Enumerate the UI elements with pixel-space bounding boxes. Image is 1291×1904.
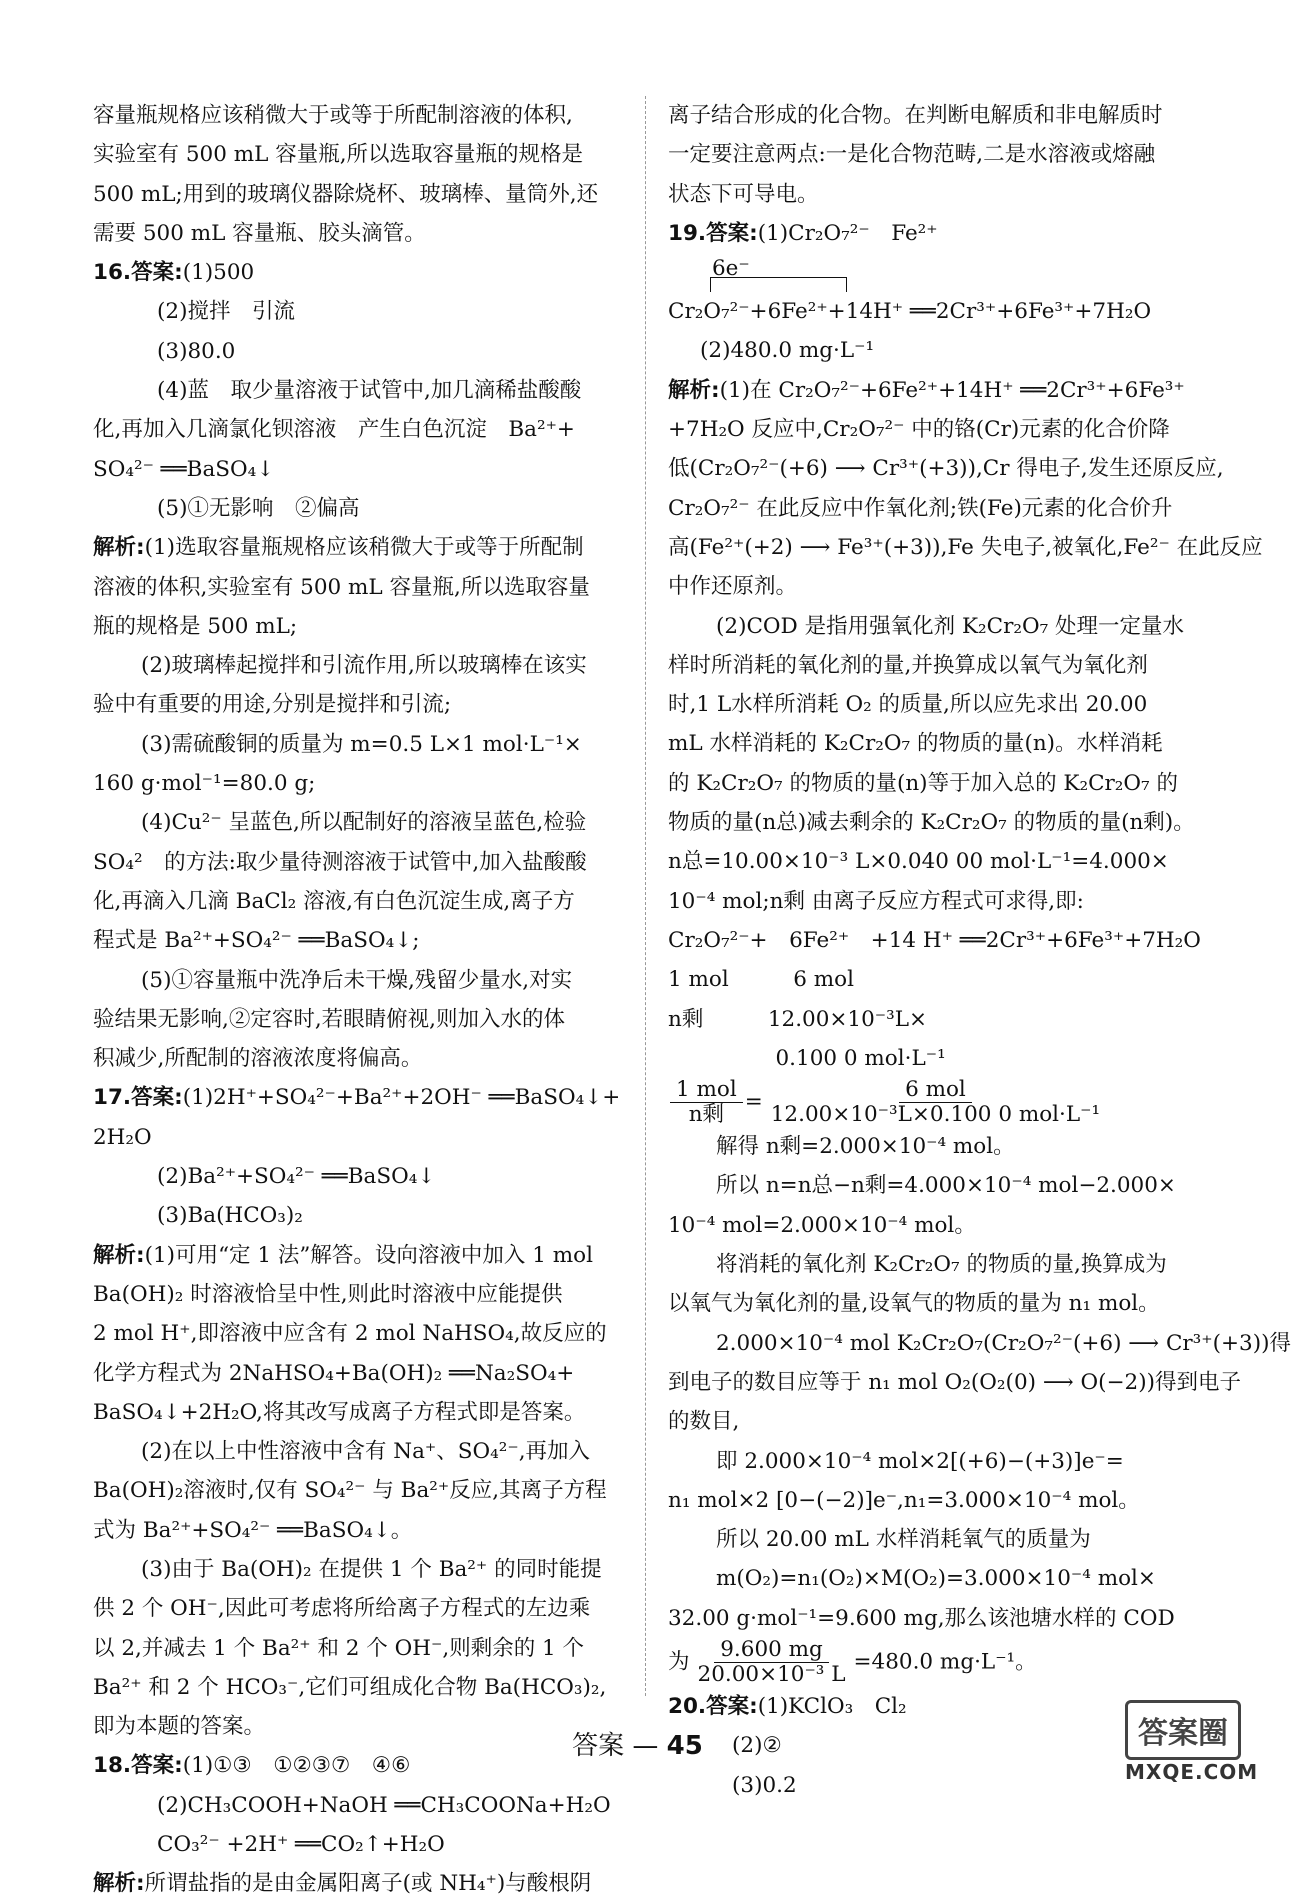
- line-text: (2)480.0 mg·L⁻¹: [700, 338, 875, 364]
- text-line: [668, 214, 1191, 253]
- text-line: [668, 960, 1191, 999]
- fraction-denominator: 12.00×10⁻³L×0.100 0 mol·L⁻¹: [770, 1102, 1101, 1128]
- fraction-denominator: 20.00×10⁻³ L: [697, 1661, 846, 1687]
- line-text: 2H₂O: [93, 1124, 152, 1150]
- text-line: [668, 842, 1191, 881]
- text-line: [668, 882, 1191, 921]
- line-text: (4)蓝 取少量溶液于试管中,加几滴稀盐酸酸: [157, 378, 582, 404]
- text-line: [668, 1324, 1291, 1363]
- line-text: 瓶的规格是 500 mL;: [93, 613, 298, 639]
- line-text: 到电子的数目应等于 n₁ mol O₂(O₂(0) ⟶ O(−2))得到电子: [668, 1369, 1241, 1395]
- text-line: [668, 1559, 1191, 1598]
- text-line: [93, 371, 625, 410]
- text-line: [93, 1864, 625, 1903]
- text-line: [93, 135, 625, 174]
- line-text: 化,再滴入几滴 BaCl₂ 溶液,有白色沉淀生成,离子方: [93, 888, 575, 914]
- line-text: (1)KClO₃ Cl₂: [757, 1693, 907, 1719]
- line-text: (3)由于 Ba(OH)₂ 在提供 1 个 Ba²⁺ 的同时能提: [141, 1556, 602, 1582]
- text-line: [668, 803, 1195, 842]
- text-line: [668, 1245, 1191, 1284]
- line-text: (3)Ba(HCO₃)₂: [157, 1203, 303, 1229]
- text-line: [668, 607, 1191, 646]
- line-text: (3)需硫酸铜的质量为 m=0.5 L×1 mol·L⁻¹×: [141, 731, 582, 757]
- text-line: [668, 175, 1191, 214]
- line-text: 中作还原剂。: [668, 574, 798, 600]
- line-text: BaSO₄↓+2H₂O,将其改写成离子方程式即是答案。: [93, 1399, 586, 1425]
- text-line: [93, 1236, 625, 1275]
- line-text: Ba²⁺ 和 2 个 HCO₃⁻,它们可组成化合物 Ba(HCO₃)₂,: [93, 1674, 607, 1700]
- line-text: 化,再加入几滴氯化钡溶液 产生白色沉淀 Ba²⁺+: [93, 417, 575, 443]
- text-line: [93, 685, 625, 724]
- text-line: [93, 1550, 625, 1589]
- text-line: [93, 803, 625, 842]
- question-label: 解析:: [668, 377, 720, 403]
- text-line: [668, 685, 1191, 724]
- text-line: [668, 1039, 1191, 1078]
- text-line: [93, 1786, 625, 1825]
- line-text: SO₄²⁻ ══BaSO₄↓: [93, 456, 275, 482]
- line-text: 实验室有 500 mL 容量瓶,所以选取容量瓶的规格是: [93, 142, 584, 168]
- text-line: [93, 489, 625, 528]
- line-text: (5)①无影响 ②偏高: [157, 495, 360, 521]
- text-line: [93, 568, 625, 607]
- line-text: 积减少,所配制的溶液浓度将偏高。: [93, 1046, 423, 1072]
- question-label: 17.答案:: [93, 1085, 183, 1111]
- question-label: 解析:: [93, 535, 145, 561]
- text-line: [93, 1471, 625, 1510]
- line-text: 32.00 g·mol⁻¹=9.600 mg,那么该池塘水样的 COD: [668, 1605, 1175, 1631]
- line-text: 10⁻⁴ mol;n剩 由离子反应方程式可求得,即:: [668, 888, 1084, 914]
- line-text: (4)Cu²⁻ 呈蓝色,所以配制好的溶液呈蓝色,检验: [141, 810, 587, 836]
- text-line: [668, 449, 1224, 488]
- line-text: m(O₂)=n₁(O₂)×M(O₂)=3.000×10⁻⁴ mol×: [716, 1566, 1156, 1592]
- line-text: SO₄² 的方法:取少量待测溶液于试管中,加入盐酸酸: [93, 849, 587, 875]
- line-text: (2)搅拌 引流: [157, 299, 295, 325]
- line-text: (1)Cr₂O₇²⁻ Fe²⁺: [757, 220, 938, 246]
- line-text: 所以 20.00 mL 水样消耗氧气的质量为: [716, 1527, 1091, 1553]
- line-text: 高(Fe²⁺(+2) ⟶ Fe³⁺(+3)),Fe 失电子,被氧化,Fe²⁻ 在此反应: [668, 534, 1263, 560]
- line-text: 解得 n剩=2.000×10⁻⁴ mol。: [716, 1134, 1015, 1160]
- line-text: 2 mol H⁺,即溶液中应含有 2 mol NaHSO₄,故反应的: [93, 1321, 607, 1347]
- line-text: (1)2H⁺+SO₄²⁻+Ba²⁺+2OH⁻ ══BaSO₄↓+: [182, 1085, 621, 1111]
- line-text: 式为 Ba²⁺+SO₄²⁻ ══BaSO₄↓。: [93, 1517, 413, 1543]
- line-text: (1)可用“定 1 法”解答。设向溶液中加入 1 mol: [144, 1242, 593, 1268]
- line-text: 所以 n=n总−n剩=4.000×10⁻⁴ mol−2.000×: [716, 1173, 1176, 1199]
- question-label: 19.答案:: [668, 220, 758, 246]
- text-line: [93, 214, 625, 253]
- line-text: (3)0.2: [732, 1772, 797, 1798]
- text-line: [93, 450, 625, 489]
- line-text: (2)在以上中性溶液中含有 Na⁺、SO₄²⁻,再加入: [141, 1439, 591, 1465]
- line-text: 验结果无影响,②定容时,若眼睛俯视,则加入水的体: [93, 1006, 566, 1032]
- text-line: [93, 1668, 625, 1707]
- cod-fraction: [692, 1638, 852, 1687]
- text-line: [668, 331, 1191, 370]
- line-text: 一定要注意两点:一是化合物范畴,二是水溶液或熔融: [668, 142, 1156, 168]
- line-text: Cr₂O₇²⁻+ 6Fe²⁺ +14 H⁺ ══2Cr³⁺+6Fe³⁺+7H₂O: [668, 927, 1201, 953]
- text-line: [93, 607, 625, 646]
- line-text: 500 mL;用到的玻璃仪器除烧杯、玻璃棒、量筒外,还: [93, 181, 599, 207]
- question-label: 解析:: [93, 1242, 145, 1268]
- text-line: [668, 724, 1191, 763]
- line-text: 供 2 个 OH⁻,因此可考虑将所给离子方程式的左边乘: [93, 1596, 591, 1622]
- text-line: [668, 1166, 1191, 1205]
- proportion-equation: $\frac{\text{1 mol}}{\text{n剩}}$ = $\frac{\text{6 mol}}{\text{12.00×10⁻³L×0.100 0 mol·L⁻¹}}$: [668, 1078, 1191, 1127]
- line-text: mL 水样消耗的 K₂Cr₂O₇ 的物质的量(n)。水样消耗: [668, 731, 1163, 757]
- line-text: 以 2,并减去 1 个 Ba²⁺ 和 2 个 OH⁻,则剩余的 1 个: [93, 1635, 585, 1661]
- text-line: [93, 1078, 625, 1117]
- line-text: 所谓盐指的是由金属阳离子(或 NH₄⁺)与酸根阴: [144, 1871, 592, 1897]
- electron-transfer-diagram: [668, 253, 1191, 292]
- question-label: 18.答案:: [93, 1753, 183, 1779]
- line-text: 即为本题的答案。: [93, 1714, 266, 1740]
- right-block-c: [668, 1127, 1291, 1638]
- right-block-a: [668, 96, 1191, 253]
- text-line: [668, 410, 1191, 449]
- line-text: 1 mol 6 mol: [668, 967, 854, 993]
- line-text: 2.000×10⁻⁴ mol K₂Cr₂O₇(Cr₂O₇²⁻(+6) ⟶ Cr³⁺(+3))得: [716, 1330, 1291, 1356]
- text-line: [93, 175, 625, 214]
- text-line: [93, 1000, 625, 1039]
- cod-result: [668, 1638, 1191, 1687]
- text-line: [93, 725, 625, 764]
- line-text: 化学方程式为 2NaHSO₄+Ba(OH)₂ ══Na₂SO₄+: [93, 1360, 575, 1386]
- text-line: [93, 1511, 625, 1550]
- text-line: [668, 1599, 1191, 1638]
- text-line: [93, 332, 625, 371]
- text-line: [93, 882, 625, 921]
- left-column: [93, 96, 625, 1904]
- watermark-url: MXQE.COM: [1125, 1760, 1259, 1784]
- text-line: [668, 371, 1191, 410]
- question-label: 16.答案:: [93, 260, 183, 286]
- line-text: 程式是 Ba²⁺+SO₄²⁻ ══BaSO₄↓;: [93, 928, 420, 954]
- line-text: (3)80.0: [157, 338, 236, 364]
- line-text: (5)①容量瓶中洗净后未干燥,残留少量水,对实: [141, 967, 573, 993]
- line-text: 160 g·mol⁻¹=80.0 g;: [93, 771, 316, 797]
- text-line: [668, 135, 1191, 174]
- text-line: [93, 961, 625, 1000]
- line-text: 样时所消耗的氧化剂的量,并换算成以氧气为氧化剂: [668, 652, 1148, 678]
- text-line: [93, 1629, 625, 1668]
- line-text: n总=10.00×10⁻³ L×0.040 00 mol·L⁻¹=4.000×: [668, 849, 1169, 875]
- fraction-numerator: 1 mol: [670, 1078, 743, 1103]
- line-text: (2)Ba²⁺+SO₄²⁻ ══BaSO₄↓: [157, 1164, 436, 1190]
- text-line: [668, 1520, 1191, 1559]
- line-text: 时,1 L水样所消耗 O₂ 的质量,所以应先求出 20.00: [668, 692, 1148, 718]
- text-line: [668, 1766, 1191, 1805]
- text-line: [93, 1314, 625, 1353]
- question-label: 20.答案:: [668, 1693, 758, 1719]
- line-text: (2)②: [732, 1733, 782, 1759]
- line-text: n剩 12.00×10⁻³L×: [668, 1006, 928, 1032]
- text-line: [93, 843, 625, 882]
- page-number: 45: [666, 1731, 703, 1761]
- text-line: [93, 410, 625, 449]
- line-text: 状态下可导电。: [668, 181, 819, 207]
- text-line: [93, 1589, 625, 1628]
- text-line: [93, 1039, 625, 1078]
- line-text: (1)选取容量瓶规格应该稍微大于或等于所配制: [144, 535, 584, 561]
- text-line: [668, 1284, 1191, 1323]
- text-line: [668, 921, 1201, 960]
- text-line: [668, 292, 1191, 331]
- footer-label: 答案 —: [572, 1731, 659, 1761]
- text-line: [668, 567, 1191, 606]
- line-text: 0.100 0 mol·L⁻¹: [668, 1045, 946, 1071]
- watermark: [1125, 1700, 1259, 1792]
- text-line: [668, 1442, 1191, 1481]
- line-text: (2)玻璃棒起搅拌和引流作用,所以玻璃棒在该实: [141, 653, 587, 679]
- fraction-denominator: n剩: [688, 1102, 725, 1128]
- text-line: [93, 1196, 625, 1235]
- text-line: [668, 1687, 1191, 1726]
- line-text: 溶液的体积,实验室有 500 mL 容量瓶,所以选取容量: [93, 574, 590, 600]
- text-line: [93, 1275, 625, 1314]
- line-text: 即 2.000×10⁻⁴ mol×2[(+6)−(+3)]e⁻=: [716, 1448, 1124, 1474]
- text-line: [93, 1393, 625, 1432]
- line-text: +7H₂O 反应中,Cr₂O₇²⁻ 中的铬(Cr)元素的化合价降: [668, 417, 1170, 443]
- text-line: [93, 292, 625, 331]
- text-line: [668, 1206, 1191, 1245]
- text-line: [668, 96, 1191, 135]
- text-line: [668, 528, 1263, 567]
- line-text: (2)CH₃COOH+NaOH ══CH₃COONa+H₂O: [157, 1792, 611, 1818]
- text-line: [93, 1432, 625, 1471]
- line-text: Ba(OH)₂溶液时,仅有 SO₄²⁻ 与 Ba²⁺反应,其离子方程: [93, 1478, 607, 1504]
- text-line: [668, 1363, 1241, 1402]
- line-text: 的数目,: [668, 1409, 740, 1435]
- line-text: 的 K₂Cr₂O₇ 的物质的量(n)等于加入总的 K₂Cr₂O₇ 的: [668, 770, 1179, 796]
- fraction-numerator: 9.600 mg: [714, 1638, 829, 1663]
- line-text: (1)500: [182, 260, 255, 286]
- line-text: Cr₂O₇²⁻ 在此反应中作氧化剂;铁(Fe)元素的化合价升: [668, 495, 1173, 521]
- text-line: [93, 1157, 625, 1196]
- line-text: 低(Cr₂O₇²⁻(+6) ⟶ Cr³⁺(+3)),Cr 得电子,发生还原反应,: [668, 456, 1224, 482]
- text-line: [93, 96, 625, 135]
- text-line: [93, 253, 625, 292]
- electron-count-label: 6e⁻: [712, 256, 750, 282]
- line-text: 验中有重要的用途,分别是搅拌和引流;: [93, 692, 452, 718]
- text-line: [93, 646, 625, 685]
- line-text: (1)在 Cr₂O₇²⁻+6Fe²⁺+14H⁺ ══2Cr³⁺+6Fe³⁺: [719, 377, 1185, 403]
- text-line: [668, 1127, 1191, 1166]
- text-line: [93, 921, 625, 960]
- watermark-logo: 答案圈: [1125, 1700, 1241, 1760]
- text-line: [668, 646, 1191, 685]
- line-text: CO₃²⁻ +2H⁺ ══CO₂↑+H₂O: [157, 1832, 445, 1858]
- line-text: 10⁻⁴ mol=2.000×10⁻⁴ mol。: [668, 1212, 976, 1238]
- electron-transfer-arrow: [710, 277, 847, 292]
- line-text: (2)COD 是指用强氧化剂 K₂Cr₂O₇ 处理一定量水: [716, 613, 1185, 639]
- text-line: [668, 1402, 1191, 1441]
- text-line: [93, 1354, 625, 1393]
- line-text: 物质的量(n总)减去剩余的 K₂Cr₂O₇ 的物质的量(n剩)。: [668, 810, 1195, 836]
- column-divider: [645, 96, 646, 1696]
- text-line: [668, 1481, 1191, 1520]
- text-line: [93, 528, 625, 567]
- line-text: n₁ mol×2 [0−(−2)]e⁻,n₁=3.000×10⁻⁴ mol。: [668, 1487, 1140, 1513]
- cod-suffix: =480.0 mg·L⁻¹。: [853, 1649, 1037, 1675]
- line-text: 需要 500 mL 容量瓶、胶头滴管。: [93, 220, 426, 246]
- text-line: [668, 764, 1191, 803]
- question-label: 解析:: [93, 1871, 145, 1897]
- line-text: 容量瓶规格应该稍微大于或等于所配制溶液的体积,: [93, 103, 573, 128]
- line-text: Cr₂O₇²⁻+6Fe²⁺+14H⁺ ══2Cr³⁺+6Fe³⁺+7H₂O: [668, 299, 1152, 325]
- cod-prefix: 为: [668, 1649, 690, 1675]
- text-line: [668, 489, 1191, 528]
- fraction-numerator: 6 mol: [899, 1078, 972, 1103]
- page-footer: [0, 1725, 1275, 1762]
- line-text: 离子结合形成的化合物。在判断电解质和非电解质时: [668, 103, 1163, 128]
- fraction-right: [765, 1078, 1106, 1127]
- line-text: 以氧气为氧化剂的量,设氧气的物质的量为 n₁ mol。: [668, 1291, 1160, 1317]
- line-text: Ba(OH)₂ 时溶液恰呈中性,则此时溶液中应能提供: [93, 1281, 563, 1307]
- text-line: [93, 764, 625, 803]
- text-line: [668, 1000, 1191, 1039]
- fraction-left: [670, 1078, 743, 1127]
- text-line: [93, 1118, 625, 1157]
- right-block-b: [668, 292, 1263, 1078]
- line-text: 将消耗的氧化剂 K₂Cr₂O₇ 的物质的量,换算成为: [716, 1252, 1167, 1278]
- text-line: [93, 1825, 625, 1864]
- line-text: (1)①③ ①②③⑦ ④⑥: [182, 1753, 411, 1779]
